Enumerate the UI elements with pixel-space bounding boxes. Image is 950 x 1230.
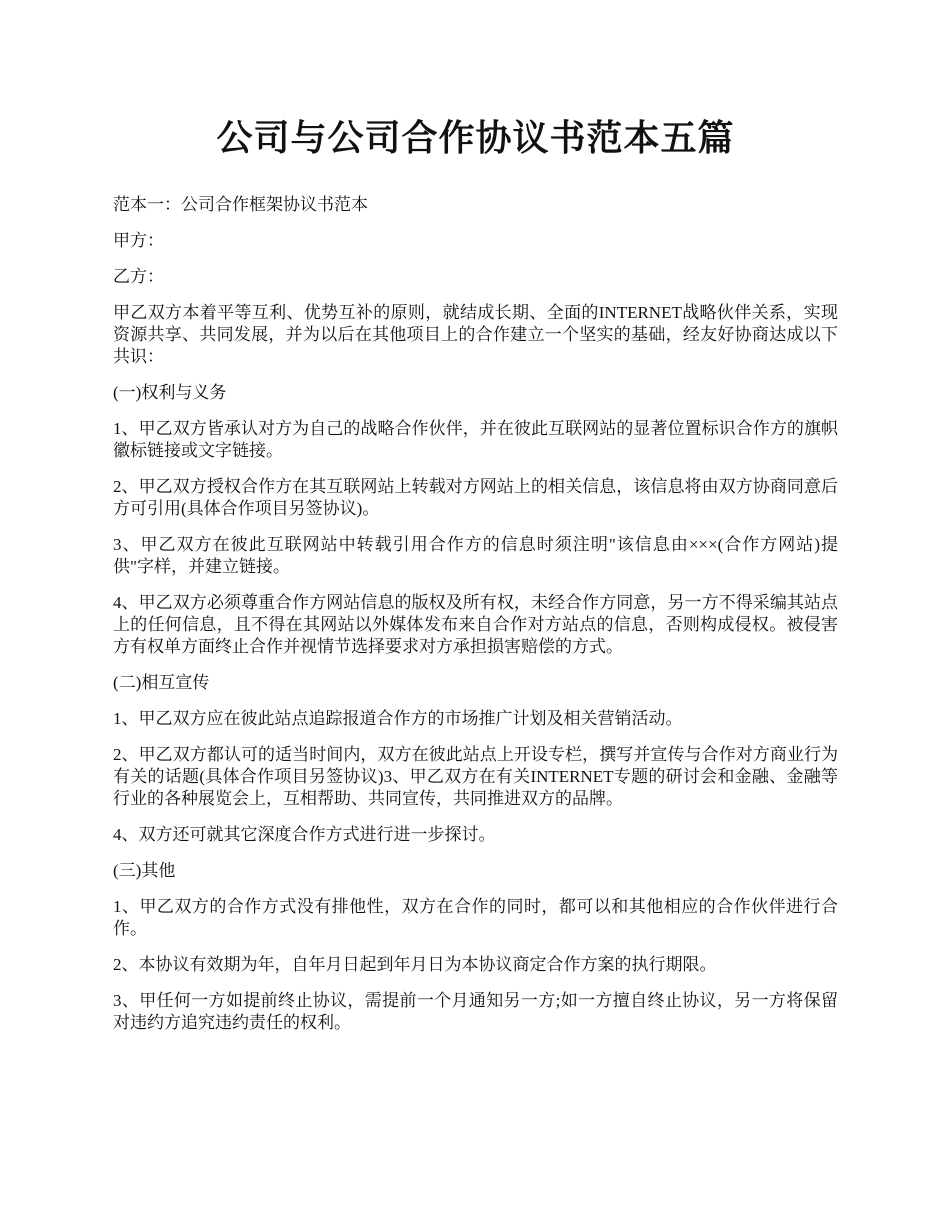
clause-promotion-1: 1、甲乙双方应在彼此站点追踪报道合作方的市场推广计划及相关营销活动。: [113, 709, 683, 728]
section-heading-promotion: (二)相互宣传: [113, 673, 210, 692]
clause-rights-4: 4、甲乙双方必须尊重合作方网站信息的版权及所有权，未经合作方同意，另一方不得采编其站点上的任何信息，且不得在其网站以外媒体发布来自合作对方站点的信息，否则构成侵权。被侵害方有权单方面终止合作并视情节选择要求对方承担损害赔偿的方式。: [113, 593, 838, 656]
clause-rights-1: 1、甲乙双方皆承认对方为自己的战略合作伙伴，并在彼此互联网站的显著位置标识合作方的旗帜徽标链接或文字链接。: [113, 419, 838, 460]
paragraph-party-a: 甲方：: [113, 231, 164, 250]
clause-promotion-4: 4、双方还可就其它深度合作方式进行进一步探讨。: [113, 825, 496, 844]
clause-other-3: 3、甲任何一方如提前终止协议，需提前一个月通知另一方;如一方擅自终止协议，另一方将保留对违约方追究违约责任的权利。: [113, 991, 838, 1032]
clause-rights-3: 3、甲乙双方在彼此互联网站中转载引用合作方的信息时须注明"该信息由×××(合作方网站)提供"字样，并建立链接。: [113, 535, 838, 576]
paragraph-party-b: 乙方：: [113, 267, 164, 286]
clause-promotion-2: 2、甲乙双方都认可的适当时间内，双方在彼此站点上开设专栏，撰写并宣传与合作对方商业行为有关的话题(具体合作项目另签协议)3、甲乙双方在有关INTERNET专题的研讨会和金融、金融等行业的各种展览会上，互相帮助、共同宣传，共同推进双方的品牌。: [113, 745, 838, 808]
paragraph-preamble: 甲乙双方本着平等互利、优势互补的原则，就结成长期、全面的INTERNET战略伙伴关系，实现资源共享、共同发展，并为以后在其他项目上的合作建立一个坚实的基础，经友好协商达成以下共识：: [113, 303, 838, 366]
paragraph-template-title: 范本一：公司合作框架协议书范本: [113, 195, 368, 214]
section-heading-rights: (一)权利与义务: [113, 383, 227, 402]
clause-rights-2: 2、甲乙双方授权合作方在其互联网站上转载对方网站上的相关信息，该信息将由双方协商同意后方可引用(具体合作项目另签协议)。: [113, 477, 838, 518]
clause-other-2: 2、本协议有效期为年，自年月日起到年月日为本协议商定合作方案的执行期限。: [113, 955, 717, 974]
document-title: 公司与公司合作协议书范本五篇: [216, 118, 735, 158]
document-body: [113, 194, 838, 1034]
section-heading-other: (三)其他: [113, 861, 176, 880]
clause-other-1: 1、甲乙双方的合作方式没有排他性，双方在合作的同时，都可以和其他相应的合作伙伴进行合作。: [113, 897, 838, 938]
